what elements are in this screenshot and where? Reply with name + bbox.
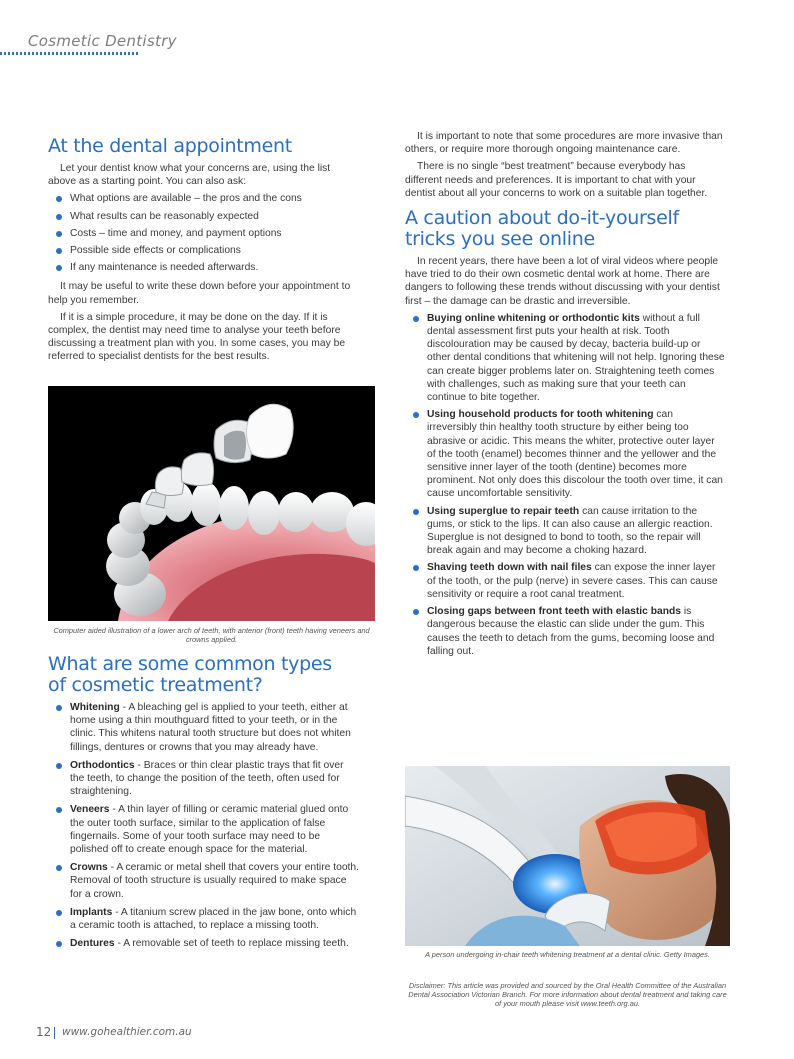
diy-heading-line-2: tricks you see online [405, 228, 595, 251]
list-item [48, 701, 360, 754]
list-item [48, 759, 360, 799]
term-household-products: Using household products for tooth whitening [427, 409, 654, 421]
left-column [48, 136, 360, 368]
types-heading-line-1: What are some common types [48, 653, 332, 675]
term-orthodontics: Orthodontics [70, 759, 135, 771]
appointment-heading: At the dental appointment [48, 135, 292, 157]
list-item [48, 861, 360, 901]
types-heading [48, 654, 360, 696]
term-veneers: Veneers [70, 804, 110, 816]
list-item [405, 561, 725, 601]
right-paragraph-2: There is no single “best treatment” because everybody has different needs and preferences. It is important to chat with your dentist about all your concerns to work on a suitable plan together. [405, 161, 708, 199]
section-title: Cosmetic Dentistry [28, 32, 177, 50]
list-item: Possible side effects or complications [48, 244, 360, 257]
appointment-paragraph-2: It may be useful to write these down before your appointment to help you remember. [48, 281, 351, 306]
right-paragraph-1: It is important to note that some procedures are more invasive than others, or require more thorough ongoing maintenance care. [405, 131, 723, 156]
diy-intro: In recent years, there have been a lot of viral videos where people have tried to do their own cosmetic dental work at home. There are dangers to following these trends without discussing with your dentist first – the damage can be drastic and irreversible. [405, 256, 720, 307]
list-item [48, 803, 360, 856]
item-text: - A titanium screw placed in the jaw bone, onto which a ceramic tooth is attached, to replace a missing tooth. [70, 906, 357, 932]
header-rule [0, 52, 140, 55]
page-header [0, 28, 794, 58]
treatment-types-list [48, 701, 360, 950]
page-footer [36, 1025, 336, 1041]
diy-heading-line-1: A caution about do-it-yourself [405, 207, 679, 230]
item-text: - A ceramic or metal shell that covers your entire tooth. Removal of tooth structure is usually required to make space for a crown. [70, 862, 360, 900]
figure-1-caption: Computer aided illustration of a lower arch of teeth, with anterior (front) teeth having veneers and crowns applied. [53, 626, 370, 644]
term-elastic-bands: Closing gaps between front teeth with elastic bands [427, 606, 682, 618]
term-whitening: Whitening [70, 702, 120, 713]
types-section [48, 654, 360, 956]
diy-risks-list [405, 312, 725, 658]
term-crowns: Crowns [70, 862, 108, 874]
term-dentures: Dentures [70, 938, 115, 950]
item-text: can irreversibly thin healthy tooth structure by either being too abrasive or acidic. This means the whiter, protective outer layer of the tooth (enamel) becomes thinner and the yellower and the sensitive inner layer of the tooth (dentine) becomes more prominent. Not only does this discolour the tooth over time, it can cause uncomfortable sensitivity. [427, 409, 723, 500]
term-nail-files: Shaving teeth down with nail files [427, 562, 592, 574]
list-item [48, 937, 360, 950]
types-heading-line-2: of cosmetic treatment? [48, 674, 263, 696]
whitening-scene-drawing [405, 766, 730, 946]
item-text: - Braces or thin clear plastic trays that fit over the teeth, to change the position of the teeth, often used for straightening. [70, 759, 344, 798]
appointment-paragraph-3: If it is a simple procedure, it may be done on the day. If it is complex, the dentist may need time to analyse your teeth before discussing a treatment plan with you. In some cases, you may be referred to specialist dentists for the best results. [48, 311, 346, 363]
footer-divider [54, 1027, 55, 1039]
appointment-intro: Let your dentist know what your concerns are, using the list above as a starting point. You can also ask: [48, 163, 331, 188]
teeth-illustration-image [48, 386, 375, 621]
item-text: - A bleaching gel is applied to your teeth, either at home using a thin mouthguard fitted to your teeth, or in the clinic. This whitens natural tooth structure but does not whiten fillings, dentures or crowns that you may already have. [70, 702, 351, 753]
item-text: without a full dental assessment first puts your health at risk. Tooth discolouration may be caused by decay, bacteria build-up or other dental conditions that whitening will not help. Ignoring these can create bigger problems later on. Straightening teeth comes with challenges, such as making sure that your teeth can continue to bite together. [427, 312, 725, 404]
page-number: 12 [36, 1025, 52, 1039]
term-superglue: Using superglue to repair teeth [427, 505, 580, 517]
right-column [405, 130, 725, 664]
item-text: - A thin layer of filling or ceramic material glued onto the outer tooth surface, similar to the application of false fingernails. Some of your tooth surface may need to be polished off to create enough space for the material. [70, 804, 349, 856]
list-item: What options are available – the pros and the cons [48, 192, 360, 205]
term-online-kits: Buying online whitening or orthodontic kits [427, 312, 640, 324]
figure-2-caption: A person undergoing in-chair teeth whitening treatment at a dental clinic. Getty Images. [425, 950, 710, 959]
list-item [405, 505, 725, 558]
list-item: If any maintenance is needed afterwards. [48, 261, 360, 274]
diy-heading [405, 208, 725, 250]
list-item [405, 312, 725, 404]
list-item: What results can be reasonably expected [48, 210, 360, 223]
whitening-treatment-photo [405, 766, 730, 946]
appointment-questions [48, 192, 360, 274]
item-text: - A removable set of teeth to replace missing teeth. [114, 938, 349, 950]
list-item [48, 906, 360, 932]
list-item [405, 605, 725, 658]
list-item [405, 408, 725, 500]
disclaimer: Disclaimer: This article was provided and sourced by the Oral Health Committee of the Australian Dental Association Victorian Branch. For more information about dental treatment and taking care of your mouth please visit www.teeth.org.au. [408, 981, 727, 1008]
list-item: Costs – time and money, and payment options [48, 227, 360, 240]
website-url: www.gohealthier.com.au [62, 1026, 192, 1038]
item-text: can cause irritation to the gums, or stick to the lips. It can also cause an allergic reaction. Superglue is not designed to bond to tooth, so the repair will break again and may become a choking hazard. [427, 505, 713, 557]
item-text: can expose the inner layer of the tooth, or the pulp (nerve) in severe cases. This can cause sensitivity or require a root canal treatment. [427, 562, 718, 600]
lower-arch-teeth-drawing [48, 386, 375, 621]
term-implants: Implants [70, 906, 113, 918]
item-text: is dangerous because the elastic can slide under the gum. This causes the teeth to detach from the gums, becoming loose and falling out. [427, 606, 715, 657]
